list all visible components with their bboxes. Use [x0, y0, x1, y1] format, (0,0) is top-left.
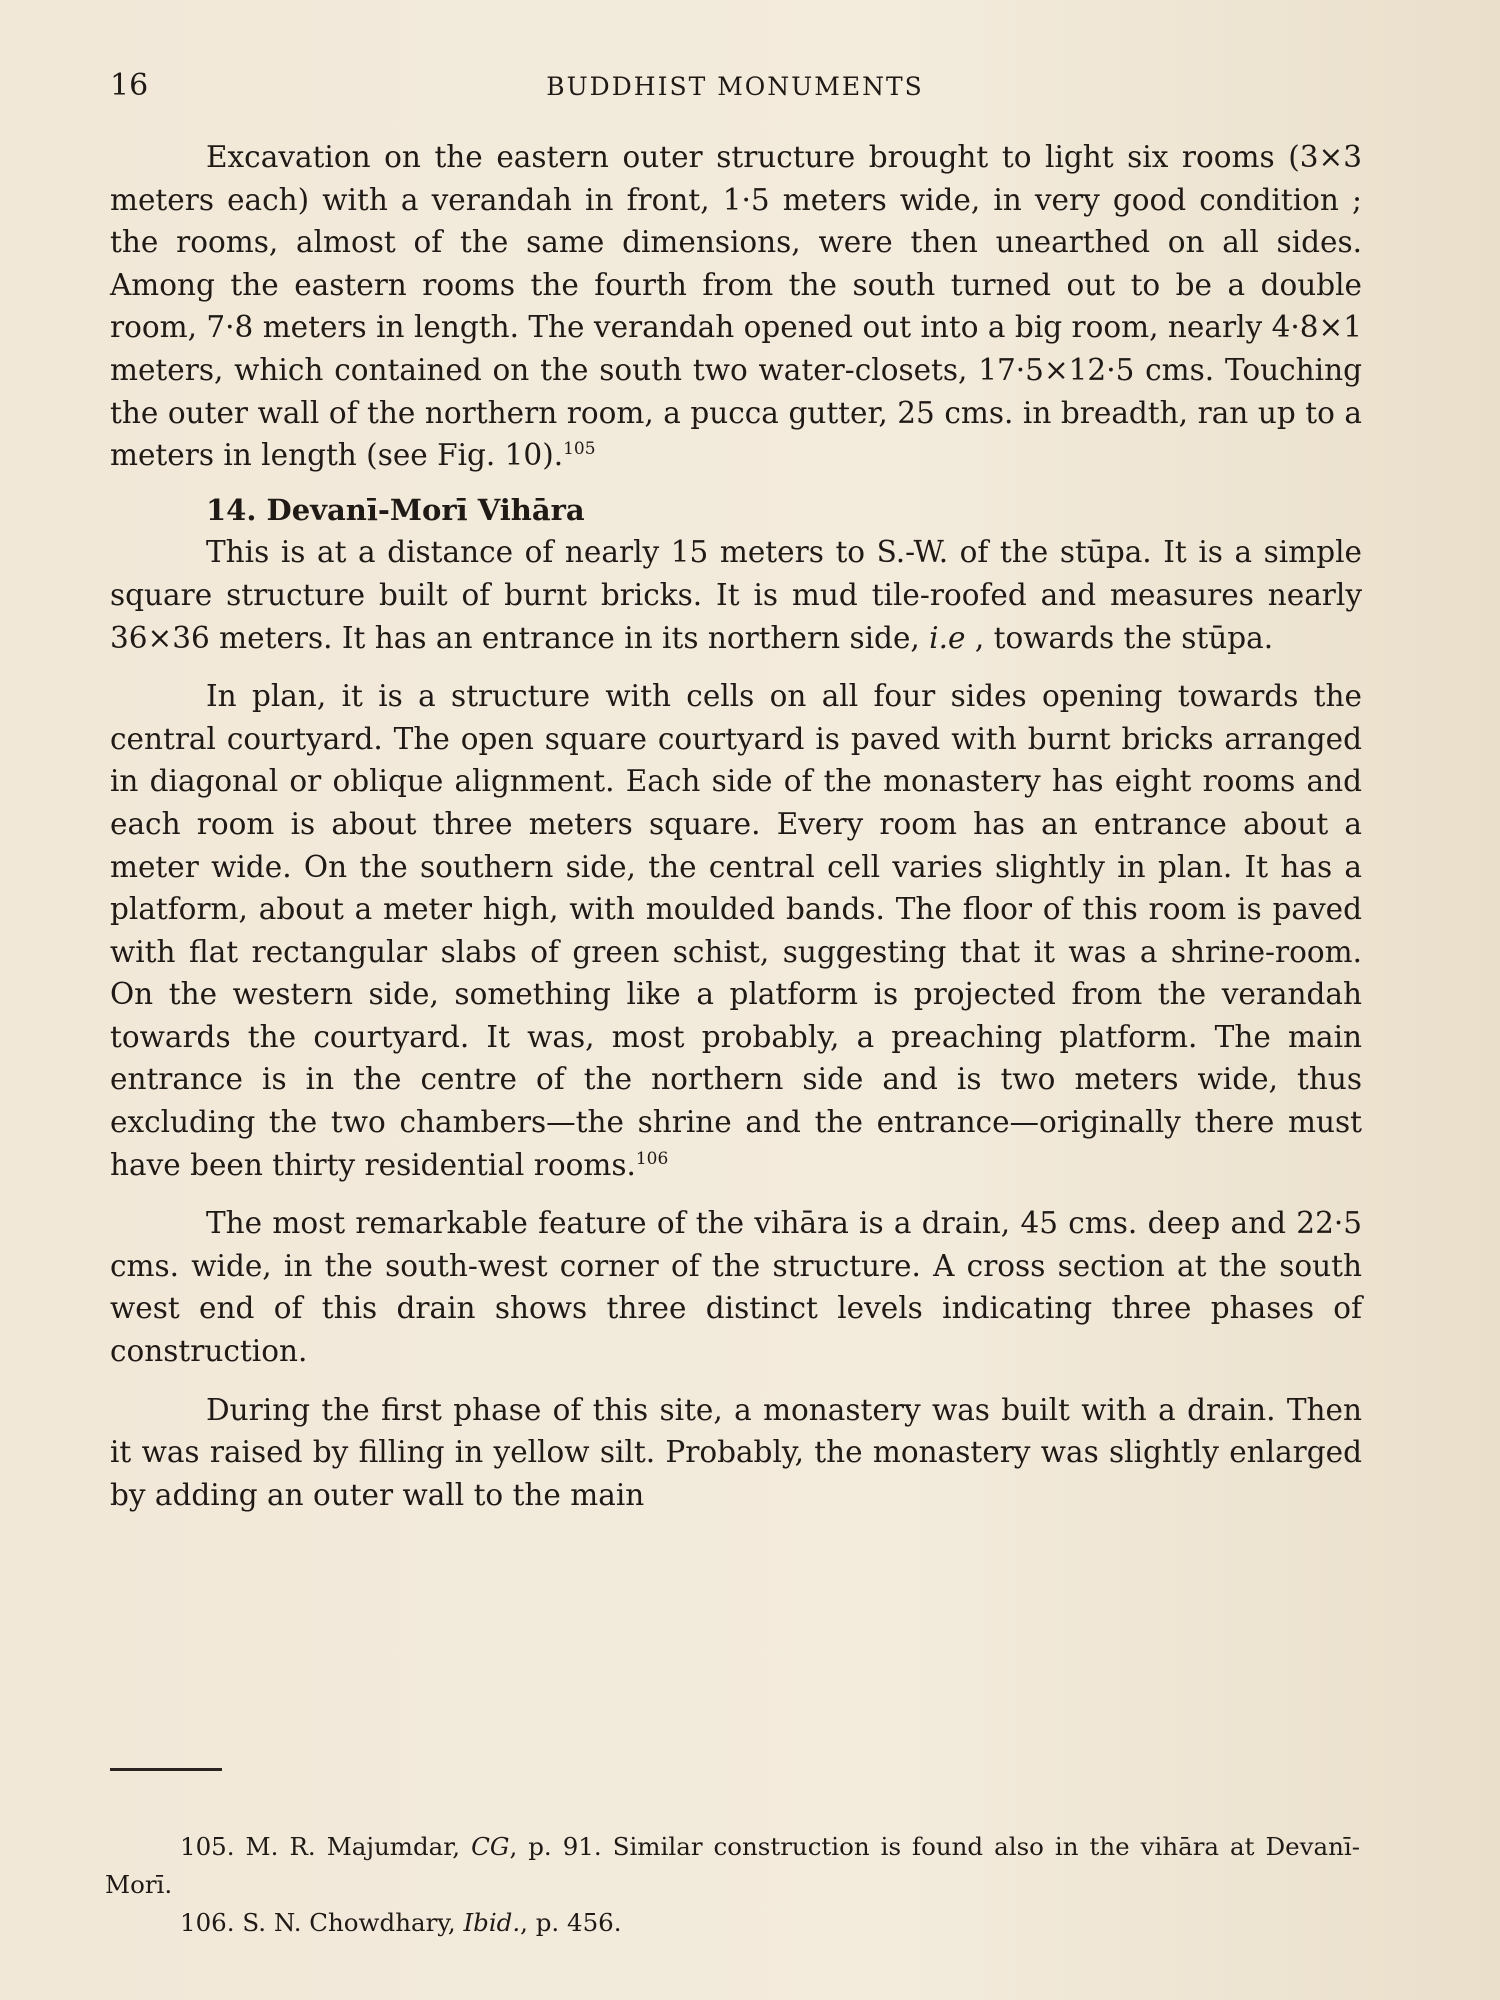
paragraph-location: [110, 531, 1362, 659]
section-heading: 14. Devanī-Morī Vihāra: [206, 492, 585, 527]
italic-ie: i.e: [929, 620, 966, 655]
footnote-ref-106: 106: [635, 1148, 669, 1169]
paragraph-text: Excavation on the eastern outer structure brought to light six rooms (3×3 meters each) with a verandah in front, 1·5 meters wide, in very good condition ; the rooms, almost of the same dimensions, were then unearthed on all sides. Among the eastern rooms the fourth from the south turned out to be a double room, 7·8 meters in length. The verandah opened out into a big room, nearly 4·8×1 meters, which contained on the south two water-closets, 17·5×12·5 cms. Touching the outer wall of the northern room, a pucca gutter, 25 cms. in breadth, ran up to a meters in length (see Fig. 10).: [110, 140, 1362, 473]
running-title: BUDDHIST MONUMENTS: [546, 72, 924, 101]
paragraph-text: , towards the stūpa.: [965, 620, 1274, 655]
footnote-italic: Ibid.: [463, 1908, 521, 1937]
footnote-text: 106. S. N. Chowdhary,: [180, 1908, 464, 1937]
paragraph-phases: During the first phase of this site, a monastery was built with a drain. Then it was raised by filling in yellow silt. Probably, the monastery was slightly enlarged by adding an outer wall to the main: [110, 1392, 1362, 1512]
footnote-text: , p. 91. Similar construction is found also in the vihāra at Devanī-Morī.: [105, 1832, 1360, 1899]
footnote-105: [105, 1828, 1360, 1904]
footnote-ref-105: 105: [563, 439, 596, 460]
paragraph-eastern-structure: [110, 136, 1362, 477]
footnote-italic: CG: [471, 1832, 510, 1861]
footnote-divider: [110, 1768, 222, 1771]
page-number: 16: [110, 68, 149, 103]
paragraph-plan: [110, 675, 1362, 1186]
page-header: [110, 68, 1360, 108]
paragraph-text: In plan, it is a structure with cells on all four sides opening towards the central courtyard. The open square courtyard is paved with burnt bricks arranged in diagonal or oblique alignment. Each side of the monastery has eight rooms and each room is about three meters square. Every room has an entrance about a meter wide. On the southern side, the central cell varies slightly in plan. It has a platform, about a meter high, with moulded bands. The floor of this room is paved with flat rectangular slabs of green schist, suggesting that it was a shrine-room. On the western side, something like a platform is projected from the verandah towards the courtyard. It was, most probably, a preaching platform. The main entrance is in the centre of the northern side and is two meters wide, thus excluding the two chambers—the shrine and the entrance—originally there must have been thirty residential rooms.: [110, 679, 1362, 1182]
body-text: [110, 136, 1362, 1516]
footnotes: [105, 1828, 1360, 1942]
footnote-text: , p. 456.: [520, 1908, 622, 1937]
paragraph-text: This is at a distance of nearly 15 meters to S.-W. of the stūpa. It is a simple square structure built of burnt bricks. It is mud tile-roofed and measures nearly 36×36 meters. It has an entrance in its northern side,: [110, 535, 1362, 655]
footnote-text: 105. M. R. Majumdar,: [180, 1832, 472, 1861]
paragraph-drain: The most remarkable feature of the vihāra is a drain, 45 cms. deep and 22·5 cms. wide, in the south-west corner of the structure. A cross section at the south west end of this drain shows three distinct levels indicating three phases of construction.: [110, 1206, 1362, 1369]
footnote-106: [105, 1904, 1360, 1942]
